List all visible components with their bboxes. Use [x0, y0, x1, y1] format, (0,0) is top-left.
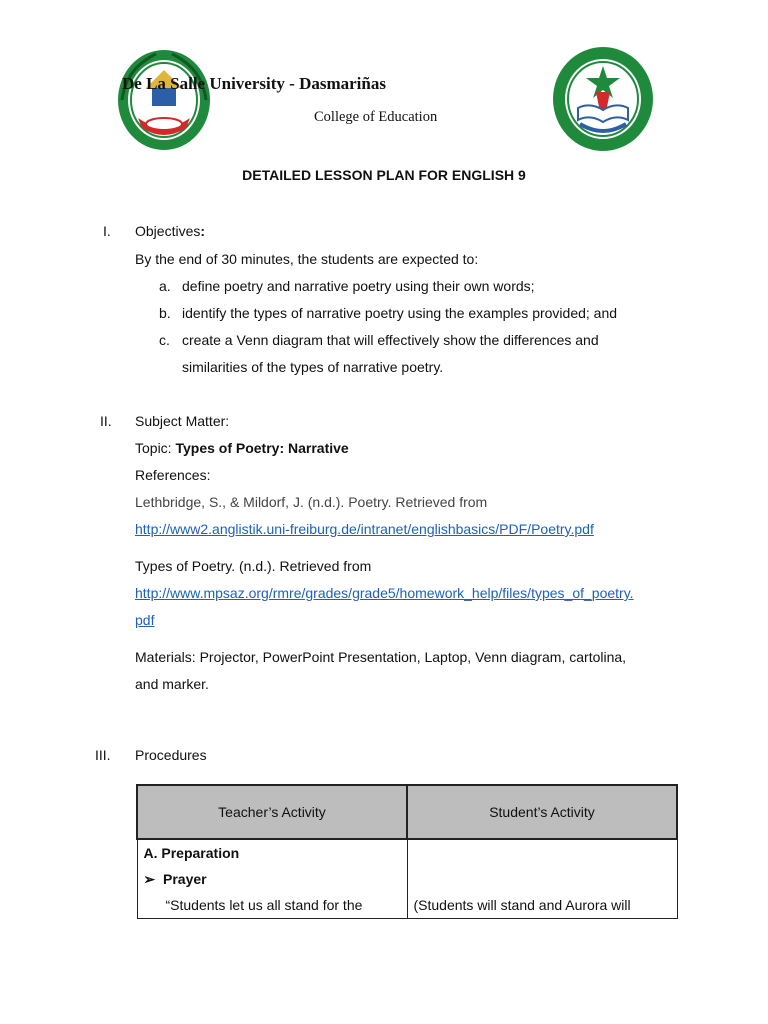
reference-1-citation: Lethbridge, S., & Mildorf, J. (n.d.). Poetry. Retrieved from	[135, 494, 488, 510]
objective-letter: b.	[159, 305, 171, 321]
objective-item: identify the types of narrative poetry using the examples provided; and	[182, 305, 618, 321]
reference-2-link[interactable]: http://www.mpsaz.org/rmre/grades/grade5/homework_help/files/types_of_poetry.	[135, 585, 634, 601]
reference-2-citation: Types of Poetry. (n.d.). Retrieved from	[135, 558, 372, 574]
prayer-heading: ➢ Prayer	[143, 871, 207, 887]
objective-item-continuation: similarities of the types of narrative poetry.	[182, 359, 444, 375]
teacher-activity-cell	[137, 839, 407, 919]
objectives-heading: Objectives:	[135, 223, 206, 239]
section-numeral-objectives: I.	[103, 223, 111, 239]
section-numeral-procedures: III.	[95, 747, 111, 763]
topic-line: Topic: Types of Poetry: Narrative	[135, 440, 349, 456]
teacher-instruction: “Students let us all stand for the	[165, 897, 363, 913]
materials-line-continuation: and marker.	[135, 676, 209, 692]
student-activity-cell	[407, 839, 677, 919]
student-activity-header: Student’s Activity	[407, 785, 677, 839]
document-title: DETAILED LESSON PLAN FOR ENGLISH 9	[242, 167, 526, 183]
section-numeral-subject-matter: II.	[100, 413, 112, 429]
dlsud-seal-icon	[116, 48, 212, 152]
arrow-bullet-icon: ➢	[143, 871, 156, 887]
objective-letter: c.	[159, 332, 170, 348]
procedures-table	[136, 784, 678, 919]
procedures-heading: Procedures	[135, 747, 207, 763]
references-label: References:	[135, 467, 211, 483]
materials-line: Materials: Projector, PowerPoint Presentation, Laptop, Venn diagram, cartolina,	[135, 649, 627, 665]
objective-letter: a.	[159, 278, 171, 294]
college-name: College of Education	[314, 109, 438, 125]
reference-2-link-continuation[interactable]: pdf	[135, 612, 155, 628]
objectives-intro: By the end of 30 minutes, the students are expected to:	[135, 251, 479, 267]
subject-matter-heading: Subject Matter:	[135, 413, 230, 429]
topic-value: Types of Poetry: Narrative	[175, 440, 349, 456]
preparation-heading: A. Preparation	[143, 845, 240, 861]
objective-item: create a Venn diagram that will effectively show the differences and	[182, 332, 599, 348]
teacher-activity-header: Teacher’s Activity	[137, 785, 407, 839]
reference-1-link[interactable]: http://www2.anglistik.uni-freiburg.de/intranet/englishbasics/PDF/Poetry.pdf	[135, 521, 594, 537]
objective-item: define poetry and narrative poetry using their own words;	[182, 278, 535, 294]
college-of-education-seal-icon	[552, 46, 654, 152]
table-row	[137, 839, 677, 919]
university-name: De La Salle University - Dasmariñas	[122, 74, 386, 93]
student-response: (Students will stand and Aurora will	[413, 897, 631, 913]
